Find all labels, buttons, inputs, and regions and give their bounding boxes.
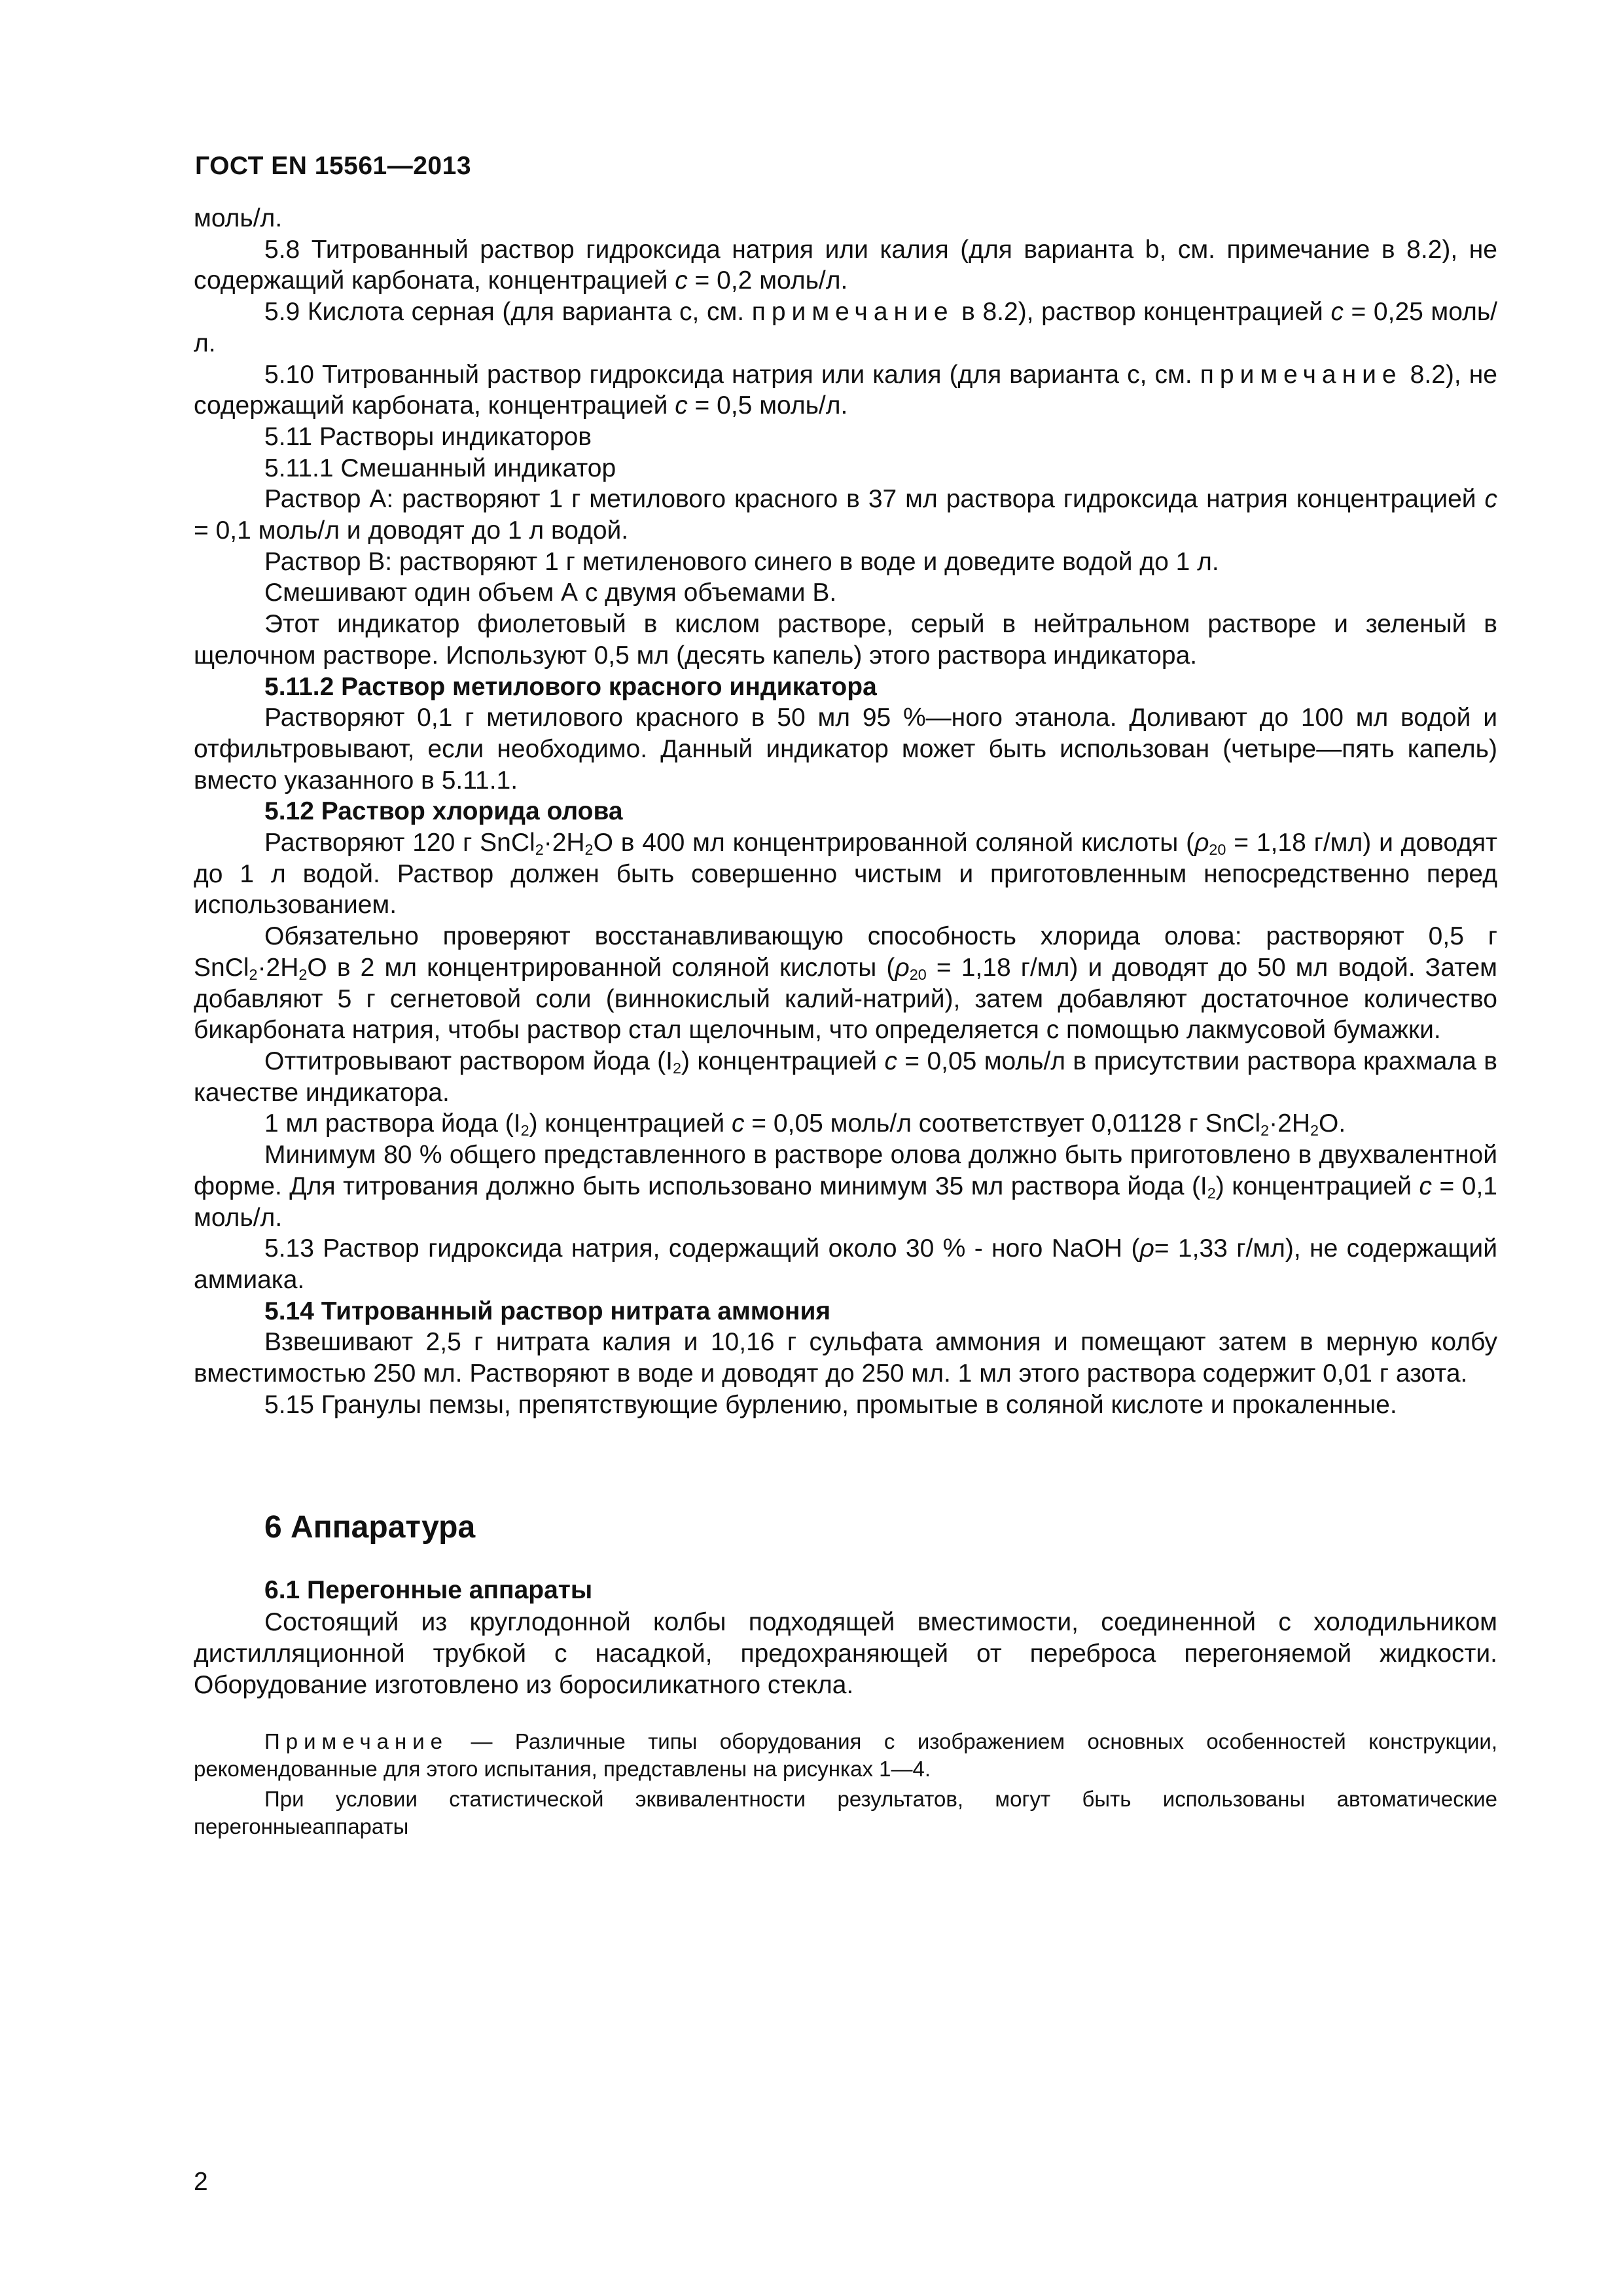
section-6-title: 6 Аппаратура xyxy=(264,1510,476,1545)
paragraph-5-8: 5.8 Титрованный раствор гидроксида натрия или калия (для варианта b, см. примечание в 8.2), не содержащий карбоната, концентрацией c = 0,2 моль/л. xyxy=(194,235,1497,295)
paragraph-5-13: 5.13 Раствор гидроксида натрия, содержащий около 30 % - ного NaOH (ρ= 1,33 г/мл), не содержащий аммиака. xyxy=(194,1234,1497,1294)
paragraph-minimum-tin: Минимум 80 % общего представленного в растворе олова должно быть приготовлено в двухвалентной форме. Для титрования должно быть использовано минимум 35 мл раствора йода $(I_2)$ концентрацией c = 0,1 моль/л. xyxy=(194,1141,1497,1232)
note-paragraph-1: Примечание — Различные типы оборудования с изображением основных особенностей конструкции, рекомендованные для этого испытания, представлены на рисунках 1—4. xyxy=(194,1729,1497,1781)
paragraph-titration: Оттитровывают раствором йода $(I_2)$ концентрацией c = 0,05 моль/л в присутствии раствора крахмала в качестве индикатора. xyxy=(194,1047,1497,1107)
note-paragraph-2: При условии статистической эквивалентности результатов, могут быть использованы автоматические перегонныеаппараты xyxy=(194,1787,1497,1839)
paragraph-tin-chloride-check: Обязательно проверяют восстанавливающую способность хлорида олова: растворяют 0,5 г $SnCl_2\cdot 2H_2O$ в 2 мл концентрированной соляной кислоты ($\rho_{20} = 1,18$ г/мл) и доводят до 50 мл водой. Затем добавляют 5 г сегнетовой соли (виннокислый калий-натрий), затем добавляют достаточное количество бикарбоната натрия, чтобы раствор стал щелочным, что определяется с помощью лакмусовой бумажки. xyxy=(194,922,1497,1045)
paragraph-mix: Смешивают один объем А с двумя объемами В. xyxy=(264,579,837,607)
paragraph-5-15: 5.15 Гранулы пемзы, препятствующие бурлению, промытые в соляной кислоте и прокаленные. xyxy=(264,1390,1397,1419)
subsection-6-1-title: 6.1 Перегонные аппараты xyxy=(264,1576,593,1604)
paragraph-indicator-colors: Этот индикатор фиолетовый в кислом растворе, серый в нейтральном растворе и зеленый в щелочном растворе. Используют 0,5 мл (десять капель) этого раствора индикатора. xyxy=(194,610,1497,670)
paragraph-5-11-1: 5.11.1 Смешанный индикатор xyxy=(264,454,616,482)
paragraph-solution-a: Раствор А: растворяют 1 г метилового красного в 37 мл раствора гидроксида натрия концентрацией c = 0,1 моль/л и доводят до 1 л водой. xyxy=(194,485,1497,545)
paragraph-methyl-red: Растворяют 0,1 г метилового красного в 50 мл 95 %—ного этанола. Доливают до 100 мл водой и отфильтровывают, если необходимо. Данный индикатор может быть использован (четыре—пять капель) вместо указанного в 5.11.1. xyxy=(194,704,1497,795)
paragraph-5-11: 5.11 Растворы индикаторов xyxy=(264,422,592,451)
heading-5-11-2: 5.11.2 Раствор метилового красного индикатора xyxy=(264,672,877,701)
paragraph-5-9: 5.9 Кислота серная (для варианта с, см. примечание в 8.2), раствор концентрацией c = 0,25 моль/л. xyxy=(194,298,1497,357)
paragraph-apparatus: Состоящий из круглодонной колбы подходящей вместимости, соединенной с холодильником дистилляционной трубкой с насадкой, предохраняющей от переброса перегоняемой жидкости. Оборудование изготовлено из боросиликатного стекла. xyxy=(194,1608,1497,1699)
paragraph-iodine-equivalent: 1 мл раствора йода $(I_2)$ концентрацией c = 0,05 моль/л соответствует 0,01128 г $SnCl_2\cdot 2H_2O$. xyxy=(264,1109,1346,1139)
paragraph-ammonium-nitrate: Взвешивают 2,5 г нитрата калия и 10,16 г сульфата аммония и помещают затем в мерную колбу вместимостью 250 мл. Растворяют в воде и доводят до 250 мл. 1 мл этого раствора содержит 0,01 г азота. xyxy=(194,1328,1497,1388)
document-body xyxy=(194,203,1497,1420)
paragraph-continuation: моль/л. xyxy=(194,204,283,232)
subsection-6-1-text xyxy=(194,1607,1497,1701)
paragraph-tin-chloride-prep: Растворяют 120 г $SnCl_2\cdot 2H_2O$ в 400 мл концентрированной соляной кислоты ($\rho_{20} = 1,18$ г/мл) и доводят до 1 л водой. Раствор должен быть совершенно чистым и приготовленным непосредственно перед использованием. xyxy=(194,829,1497,920)
paragraph-solution-b: Раствор В: растворяют 1 г метиленового синего в воде и доведите водой до 1 л. xyxy=(264,547,1219,576)
note-label: Примечание xyxy=(264,1729,449,1753)
page-number: 2 xyxy=(194,2168,208,2196)
document-header: ГОСТ EN 15561—2013 xyxy=(195,152,472,180)
note-block xyxy=(194,1728,1497,1840)
paragraph-5-10: 5.10 Титрованный раствор гидроксида натрия или калия (для варианта с, см. примечание 8.2), не содержащий карбоната, концентрацией c = 0,5 моль/л. xyxy=(194,360,1497,420)
heading-5-12: 5.12 Раствор хлорида олова xyxy=(264,797,623,826)
heading-5-14: 5.14 Титрованный раствор нитрата аммония xyxy=(264,1297,831,1325)
